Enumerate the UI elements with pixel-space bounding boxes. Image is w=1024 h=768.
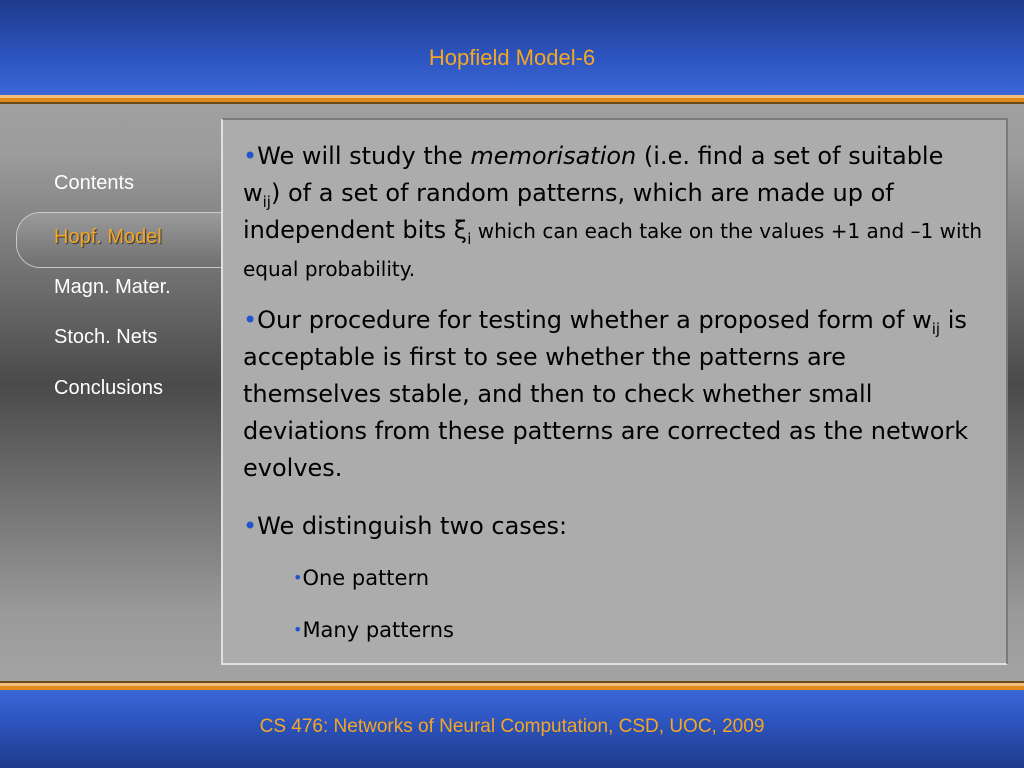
header-divider-shadow xyxy=(0,102,1024,104)
bullet: • xyxy=(293,620,303,639)
paragraph-procedure: •Our procedure for testing whether a proposed form of $w_{ij}$ is acceptable is first to see whether the patterns are themselves stable, and then to check whether small deviations from these patterns are corrected as the network evolves. xyxy=(243,306,969,482)
nav-item-stoch-nets[interactable]: Stoch. Nets xyxy=(54,326,158,348)
bullet: • xyxy=(243,306,258,334)
paragraph-two-cases: •We distinguish two cases: xyxy=(243,512,568,540)
xi-symbol: ξ xyxy=(453,216,468,244)
header-bar xyxy=(0,0,1024,95)
nav-item-magn-mater[interactable]: Magn. Mater. xyxy=(54,276,171,298)
content-panel xyxy=(221,118,1008,665)
bullet: • xyxy=(243,142,258,170)
emphasis-memorisation: memorisation xyxy=(470,142,637,170)
bullet: • xyxy=(293,568,303,587)
footer-bar xyxy=(0,690,1024,768)
sub-item-many-patterns: •Many patterns xyxy=(293,618,454,642)
nav-item-hopf-model[interactable]: Hopf. Model xyxy=(54,226,162,248)
nav-item-conclusions[interactable]: Conclusions xyxy=(54,377,163,399)
sub-item-one-pattern: •One pattern xyxy=(293,566,430,590)
paragraph-memorisation: •We will study the memorisation (i.e. find a set of suitable $w_{ij}$) of a set of random patterns, which are made up of independent bits $\xi_i$ which can each take on the values +1 and –1 with equal probability. xyxy=(243,142,983,281)
slide-title: Hopfield Model-6 xyxy=(428,45,596,70)
nav-item-contents[interactable]: Contents xyxy=(54,172,135,194)
bullet: • xyxy=(243,512,258,540)
footer-text: CS 476: Networks of Neural Computation, CSD, UOC, 2009 xyxy=(259,716,765,737)
